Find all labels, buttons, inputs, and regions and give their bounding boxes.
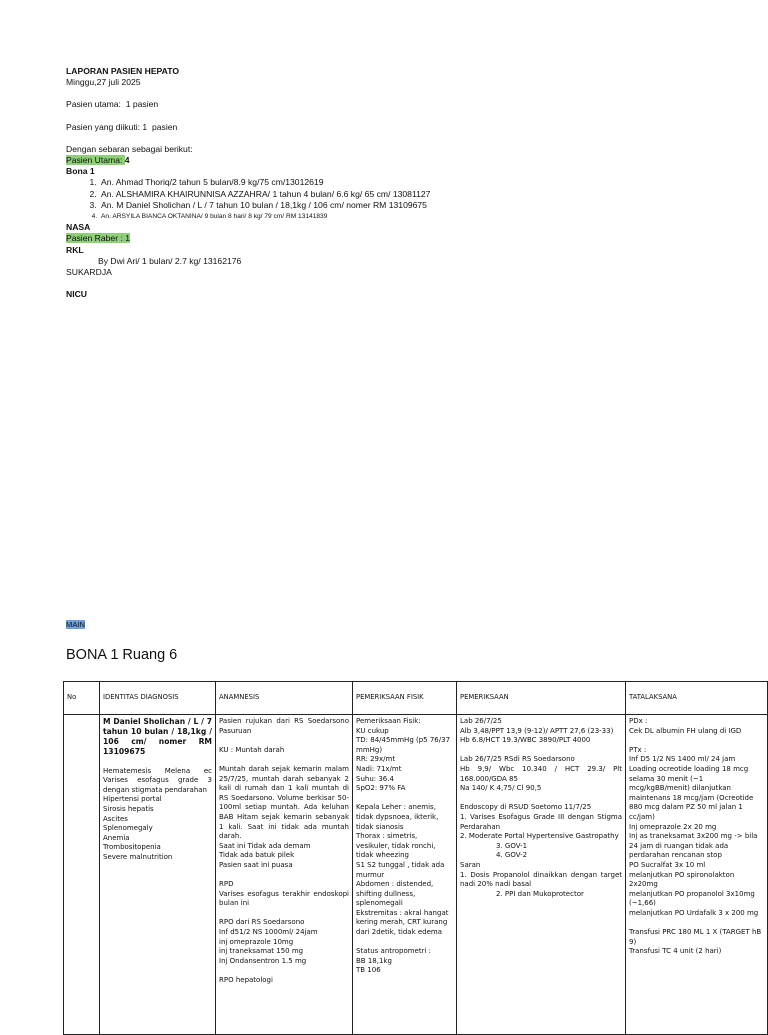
report-title: LAPORAN PASIEN HEPATO [66, 66, 180, 76]
fisik-exam: Ekstremitas : akral hangat kering merah, CRT kurang dari 2detik, tidak edema [356, 908, 449, 937]
endoscopy-item: 1. Varises Esofagus Grade III dengan Stigma Perdarahan [460, 812, 622, 831]
pasien-utama-label: Pasien Utama: [66, 155, 125, 166]
ptx-line: Loading ocreotide loading 18 mcg selama 30 menit (~1 mcg/kgBB/menit) dilanjutkan maintenans 18 mcg/jam (Ocreotide 880 mcg dalam PZ 50 ml jalan 1 cc/jam) [629, 764, 754, 821]
lab-line: Alb 3,48/PPT 13,9 (9-12)/ APTT 27,6 (23-33) [460, 726, 614, 735]
report-date: Minggu,27 juli 2025 [66, 77, 141, 88]
anamnesis-ku: KU : Muntah darah [219, 745, 285, 754]
fisik-line: Nadi: 71x/mt [356, 764, 402, 773]
main-label: MAIN [66, 620, 85, 629]
diagnosis-item: Sirosis hepatis [103, 804, 154, 813]
rpo-item: inj omeprazole 10mg [219, 937, 294, 946]
cell-pemeriksaan-fisik [353, 715, 457, 1035]
diagnosis-item: Hipertensi portal [103, 795, 162, 804]
ptx-line: melanjutkan PO Urdafalk 3 x 200 mg [629, 908, 759, 917]
fisik-exam: S1 S2 tunggal , tidak ada murmur [356, 860, 445, 879]
cell-anamnesis [216, 715, 353, 1035]
header-identitas: IDENTITAS DIAGNOSIS [100, 682, 216, 715]
anamnesis-referral: Pasien rujukan dari RS Soedarsono Pasuruan [219, 717, 349, 735]
fisik-line: TD: 84/45mmHg (p5 76/37 mmHg) [356, 736, 451, 754]
table-row [64, 715, 768, 1035]
main-patient-count: Pasien utama: 1 pasien [66, 99, 159, 110]
endoscopy-item: 2. Moderate Portal Hypertensive Gastropathy [460, 832, 619, 841]
ptx-line: PO Sucralfat 3x 10 ml [629, 860, 706, 869]
patient-table [63, 681, 768, 1035]
cell-no [64, 715, 100, 1035]
rkl-label: RKL [66, 244, 84, 255]
patient-list-item: 1. An. Ahmad Thoriq/2 tahun 5 bulan/8.9 kg/75 cm/13012619 [99, 177, 726, 188]
diagnosis-item: Anemia [103, 833, 130, 842]
header-pemeriksaan: PEMERIKSAAN [457, 682, 626, 715]
patient-list-item: 4. An. ARSYILA BIANCA OKTANINA/ 9 bulan 8 hari/ 8 kg/ 79 cm/ RM 13141839 [99, 211, 726, 222]
rpo-label: RPO dari RS Soedarsono [219, 918, 305, 927]
fisik-exam: Thorax : simetris, vesikuler, tidak ronchi, tidak wheezing [356, 832, 436, 860]
rpd-label: RPD [219, 880, 234, 889]
antropometri-line: TB 106 [356, 966, 381, 975]
fisik-line: Pemeriksaan Fisik: [356, 717, 421, 725]
fisik-exam: Abdomen : distended, shifting dullness, splenomegali [356, 880, 434, 908]
diagnosis-item: Severe malnutrition [103, 852, 173, 861]
rpd-text: Varises esofagus terakhir endoskopi bulan ini [219, 889, 349, 908]
saran-label: Saran [460, 860, 481, 869]
header-anamnesis: ANAMNESIS [216, 682, 353, 715]
transfusi-line: Transfusi TC 4 unit (2 hari) [629, 947, 722, 956]
fisik-line: RR: 29x/mt [356, 755, 396, 764]
lab-line: Hb 6.8/HCT 19.3/WBC 3890/PLT 4000 [460, 736, 591, 745]
pasien-raber-label: Pasien Raber : 1 [66, 233, 131, 244]
nasa-label: NASA [66, 222, 91, 233]
header-no: No [64, 682, 100, 715]
pasien-utama-line [66, 155, 726, 166]
endoscopy-item: 3. GOV-1 [496, 841, 528, 850]
rpo-item: Inf d51/2 NS 1000ml/ 24jam [219, 928, 318, 937]
rpo2-label: RPO hepatologi [219, 976, 273, 985]
ptx-line: Inj as traneksamat 3x200 mg -> bila 24 jam di ruangan tidak ada perdarahan rencanan stop [629, 832, 758, 860]
anamnesis-history: Muntah darah sejak kemarin malam 25/7/25, muntah darah sebanyak 2 kali di rumah dan 1 kali muntah di RS Soedarsono. Volume berkisar 50-100ml setiap muntah. Ada keluhan BAB Hitam sejak kemarin sebanyak 1 kali. Saat ini tidak ada muntah darah. [219, 764, 349, 841]
anamnesis-extra: Saat ini Tidak ada demam [219, 841, 311, 850]
cell-tatalaksana [626, 715, 768, 1035]
rkl-patient: By Dwi Ari/ 1 bulan/ 2.7 kg/ 13162176 [98, 255, 242, 266]
ptx-line: Inf D5 1/2 NS 1400 ml/ 24 jam [629, 755, 736, 764]
bona1-label: Bona 1 [66, 166, 95, 177]
ptx-line: Inj omeprazole 2x 20 mg [629, 822, 717, 831]
diagnosis-item: Splenomegaly [103, 824, 153, 833]
pdx-line: PDx : [629, 717, 648, 725]
lab2-na: Na 140/ K 4,75/ Cl 90,5 [460, 784, 542, 793]
rpo-item: inj traneksamat 150 mg [219, 947, 304, 956]
cell-pemeriksaan [457, 715, 626, 1035]
ptx-line: melanjutkan PO propanolol 3x10mg (~1,66) [629, 889, 755, 908]
pdx-line: Cek DL albumin FH ulang di IGD [629, 726, 742, 735]
bona1-patient-list [66, 177, 726, 222]
lab2-title: Lab 26/7/25 RSdi RS Soedarsono [460, 755, 575, 764]
diagnosis-item: Trombositopenia [103, 843, 161, 852]
fisik-line: Suhu: 36.4 [356, 774, 394, 783]
fisik-line: KU cukup [356, 726, 389, 735]
endoscopy-item: 4. GOV-2 [496, 851, 528, 860]
cell-identity [100, 715, 216, 1035]
table-header-row [64, 682, 768, 715]
patient-identity: M Daniel Sholichan / L / 7 tahun 10 bulan / 18,1kg / 106 cm/ nomer RM 13109675 [103, 717, 212, 756]
lab2-values: Hb 9,9/ Wbc 10.340 / HCT 29.3/ Plt 168.000/GDA 85 [460, 764, 622, 783]
sukardja-label: SUKARDJA [66, 267, 112, 278]
section-title: BONA 1 Ruang 6 [66, 647, 178, 663]
transfusi-line: Transfusi PRC 180 ML 1 X (TARGET hB 9) [629, 928, 762, 946]
ptx-line: PTx : [629, 745, 647, 754]
followed-patient-count: Pasien yang diikuti: 1 pasien [66, 121, 178, 132]
anamnesis-extra: Tidak ada batuk pilek [219, 851, 295, 860]
rpo-item: Inj Ondansentron 1.5 mg [219, 956, 307, 965]
saran-item: 2. PPI dan Mukoprotector [496, 889, 584, 898]
saran-item: 1. Dosis Propanolol dinaikkan dengan target nadi 20% nadi basal [460, 870, 622, 889]
nicu-label: NICU [66, 289, 88, 300]
header-tatalaksana: TATALAKSANA [626, 682, 768, 715]
fisik-line: SpO2: 97% FA [356, 784, 406, 793]
antropometri-line: BB 18,1kg [356, 956, 392, 965]
distribution-intro: Dengan sebaran sebagai berikut: [66, 143, 193, 154]
anamnesis-extra: Pasien saat ini puasa [219, 860, 293, 869]
patient-list-item: 3. An. M Daniel Sholichan / L / 7 tahun 10 bulan / 18,1kg / 106 cm/ nomer RM 13109675 [99, 200, 726, 211]
endoscopy-title: Endoscopy di RSUD Soetomo 11/7/25 [460, 803, 592, 812]
antropometri-line: Status antropometri : [356, 947, 432, 956]
patient-list-item: 2. An. ALSHAMIRA KHAIRUNNISA AZZAHRA/ 1 tahun 4 bulan/ 6.6 kg/ 65 cm/ 13081127 [99, 189, 726, 200]
lab-line: Lab 26/7/25 [460, 717, 502, 725]
report-intro [66, 66, 726, 300]
pasien-utama-count: 4 [124, 155, 130, 166]
fisik-exam: Kepala Leher : anemis, tidak dypsnoea, ikterik, tidak sianosis [356, 803, 439, 831]
diagnosis-item: Ascites [103, 814, 128, 823]
header-pemeriksaan-fisik: PEMERIKSAAN FISIK [353, 682, 457, 715]
diagnosis-item: Hematemesis Melena ec Varises esofagus grade 3 dengan stigmata pendarahan [103, 766, 212, 794]
ptx-line: melanjutkan PO spironolakton 2x20mg [629, 870, 735, 889]
